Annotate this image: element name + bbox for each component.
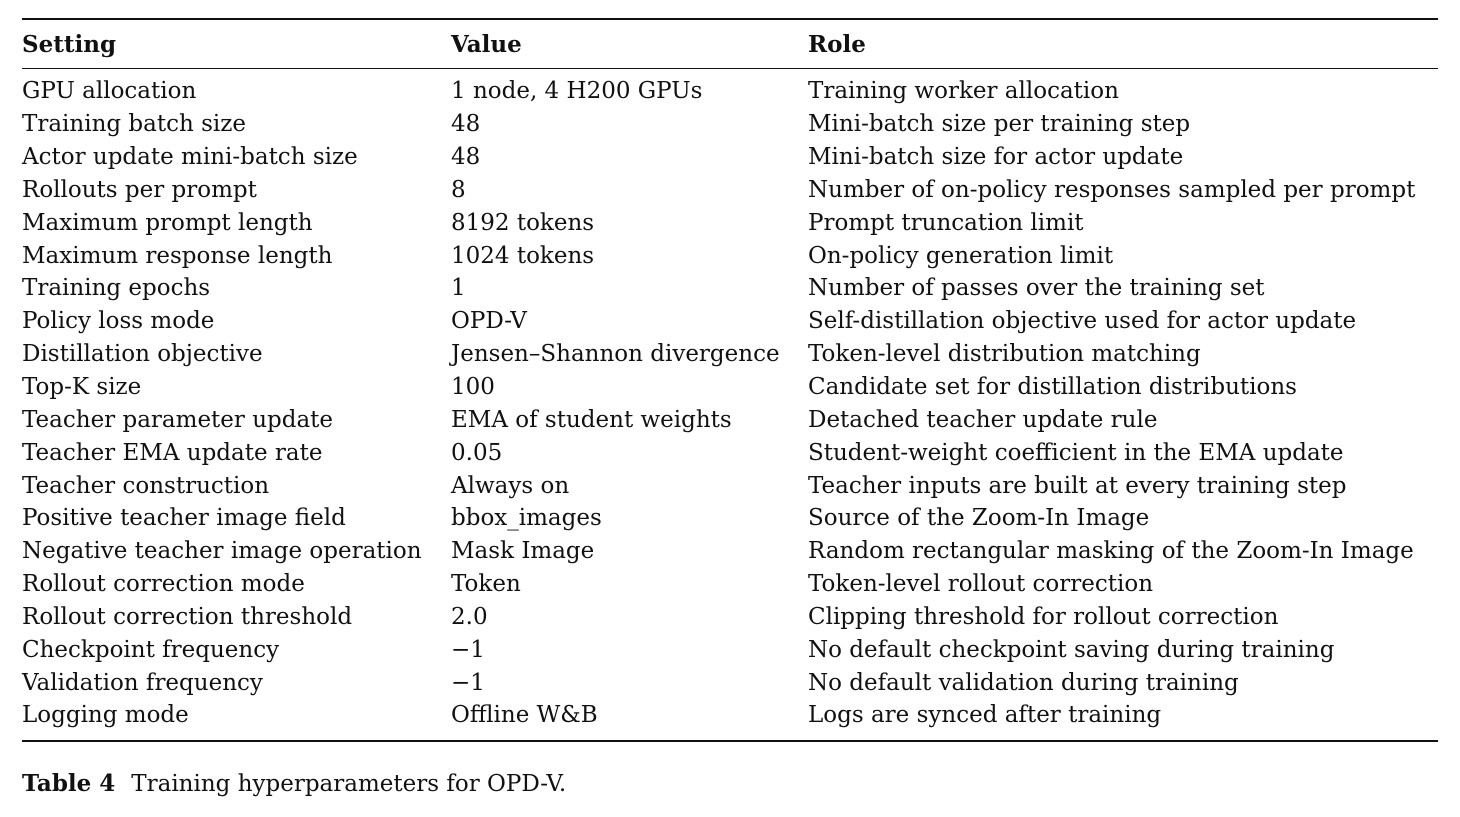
table-row (22, 568, 1438, 601)
cell-role: Teacher inputs are built at every training step (808, 472, 1347, 499)
cell-value: EMA of student weights (451, 406, 732, 433)
cell-setting: Policy loss mode (22, 308, 215, 335)
cell-setting: Checkpoint frequency (22, 636, 280, 663)
caption-label: Table 4 (22, 770, 116, 797)
cell-setting: Maximum prompt length (22, 209, 313, 236)
table-caption (22, 770, 566, 797)
cell-setting: Negative teacher image operation (22, 538, 422, 565)
table-row (22, 666, 1438, 699)
cell-setting: Rollout correction threshold (22, 603, 353, 630)
header-setting: Setting (22, 30, 117, 58)
cell-role: On-policy generation limit (808, 242, 1114, 269)
cell-role: Training worker allocation (808, 78, 1119, 105)
table-bottom-rule (22, 740, 1438, 742)
cell-setting: Positive teacher image field (22, 505, 346, 532)
cell-value: 8192 tokens (451, 209, 595, 236)
cell-role: Mini-batch size for actor update (808, 144, 1184, 171)
table-row (22, 535, 1438, 568)
table-row (22, 436, 1438, 469)
cell-role: Self-distillation objective used for actor update (808, 308, 1357, 335)
cell-role: Source of the Zoom-In Image (808, 505, 1150, 532)
cell-setting: Training epochs (22, 275, 211, 302)
cell-setting: Training batch size (22, 111, 246, 138)
cell-value: Token (451, 571, 521, 598)
cell-setting: Teacher EMA update rate (22, 439, 323, 466)
header-role: Role (808, 30, 866, 58)
table-row (22, 174, 1438, 207)
table-header-row (22, 20, 1438, 68)
table-row (22, 371, 1438, 404)
cell-role: Random rectangular masking of the Zoom-In Image (808, 538, 1414, 565)
cell-role: No default checkpoint saving during training (808, 636, 1335, 663)
cell-value: 8 (451, 176, 466, 203)
table-row (22, 633, 1438, 666)
cell-setting: Rollout correction mode (22, 571, 305, 598)
table-body (22, 69, 1438, 740)
hyperparameter-table (22, 18, 1438, 742)
cell-value: Always on (451, 472, 570, 499)
cell-role: Number of on-policy responses sampled per prompt (808, 176, 1416, 203)
cell-role: Prompt truncation limit (808, 209, 1084, 236)
cell-setting: GPU allocation (22, 78, 197, 105)
cell-role: Clipping threshold for rollout correction (808, 603, 1279, 630)
cell-setting: Maximum response length (22, 242, 333, 269)
cell-role: Candidate set for distillation distributions (808, 374, 1297, 401)
cell-value: 0.05 (451, 439, 503, 466)
cell-value: Mask Image (451, 538, 595, 565)
table-row (22, 403, 1438, 436)
cell-role: Logs are synced after training (808, 702, 1162, 729)
header-value: Value (451, 30, 522, 58)
cell-value: Offline W&B (451, 702, 598, 729)
cell-role: Token-level rollout correction (808, 571, 1154, 598)
table-row (22, 272, 1438, 305)
cell-role: Detached teacher update rule (808, 406, 1158, 433)
table-row (22, 502, 1438, 535)
caption-text: Training hyperparameters for OPD-V. (131, 771, 567, 797)
cell-setting: Teacher construction (22, 472, 270, 499)
cell-value: 2.0 (451, 603, 488, 630)
cell-setting: Validation frequency (22, 669, 263, 696)
cell-role: No default validation during training (808, 669, 1239, 696)
table-row (22, 469, 1438, 502)
table-row (22, 75, 1438, 108)
cell-setting: Actor update mini-batch size (22, 144, 358, 171)
table-row (22, 601, 1438, 634)
cell-value: −1 (451, 669, 485, 696)
cell-value: 1024 tokens (451, 242, 595, 269)
cell-role: Number of passes over the training set (808, 275, 1265, 302)
cell-role: Mini-batch size per training step (808, 111, 1191, 138)
cell-value: 1 (451, 275, 466, 302)
table-row (22, 108, 1438, 141)
table-row (22, 305, 1438, 338)
cell-role: Student-weight coefficient in the EMA update (808, 439, 1344, 466)
cell-setting: Rollouts per prompt (22, 176, 257, 203)
cell-role: Token-level distribution matching (808, 341, 1201, 368)
table-row (22, 699, 1438, 732)
cell-setting: Distillation objective (22, 341, 263, 368)
cell-setting: Top-K size (22, 374, 142, 401)
cell-value: 48 (451, 144, 481, 171)
table-row (22, 141, 1438, 174)
table-row (22, 338, 1438, 371)
cell-setting: Teacher parameter update (22, 406, 334, 433)
cell-value: Jensen–Shannon divergence (451, 341, 780, 368)
cell-value: 1 node, 4 H200 GPUs (451, 78, 703, 105)
cell-value: OPD-V (451, 308, 527, 335)
cell-value: 48 (451, 111, 481, 138)
cell-value: −1 (451, 636, 485, 663)
table-row (22, 206, 1438, 239)
cell-value: bbox_images (451, 505, 602, 532)
cell-setting: Logging mode (22, 702, 189, 729)
table-row (22, 239, 1438, 272)
cell-value: 100 (451, 374, 495, 401)
